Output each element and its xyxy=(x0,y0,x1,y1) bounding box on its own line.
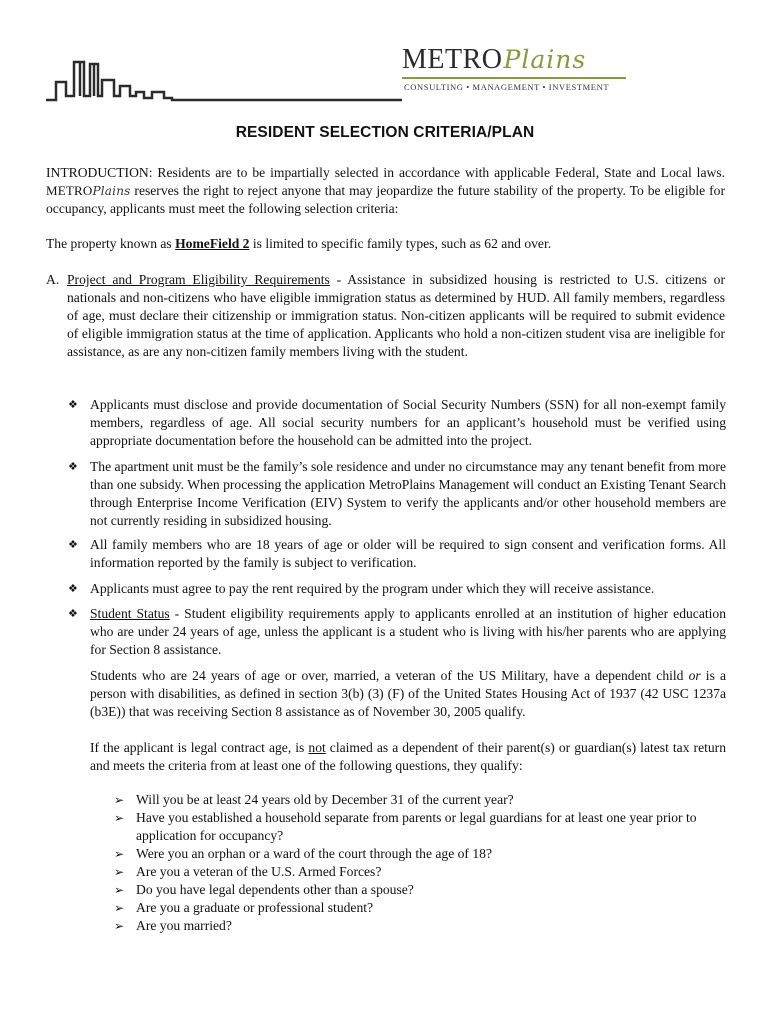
intro-paragraph: INTRODUCTION: Residents are to be impartially selected in accordance with applicable Federal, State and Local laws. METROPlains reserves the right to reject anyone that may jeopardize the future stability of the property. To be eligible for occupancy, applicants must meet the following selection criteria: xyxy=(46,165,725,216)
student-paragraph-2: Students who are 24 years of age or over, married, a veteran of the US Military, have a dependent child or is a person with disabilities, as defined in section 3(b) (3) (F) of the United States Housing Act of 1937 (42 USC 1237a (b3E)) that was receiving Section 8 assistance as of November 30, 2005 qualify. xyxy=(90,668,727,719)
metroplains-logo xyxy=(402,44,632,92)
arrow-bullet-icon: ➢ xyxy=(114,847,125,861)
question-item: Do you have legal dependents other than a spouse? xyxy=(136,882,414,897)
arrow-bullet-icon: ➢ xyxy=(114,865,125,879)
section-a-paragraph: Project and Program Eligibility Requirements - Assistance in subsidized housing is restricted to U.S. citizens or nationals and non-citizens who have eligible immigration status as determined by HUD. All family members, regardless of age, must declare their citizenship or immigration status. Non-citizen applicants will be required to submit evidence of eligible immigration status at the time of application. Applicants who hold a non-citizen student visa are ineligible for assistance, as are any non-citizen family members living with the student. xyxy=(67,272,725,359)
logo-wordmark: METROPlains xyxy=(402,44,587,75)
bullet-item: All family members who are 18 years of age or older will be required to sign consent and verification forms. All information reported by the family is subject to verification. xyxy=(90,537,726,570)
logo-rule xyxy=(402,77,626,79)
diamond-bullet-icon: ❖ xyxy=(68,461,78,473)
diamond-bullet-icon: ❖ xyxy=(68,583,78,595)
question-item: Are you a veteran of the U.S. Armed Forces? xyxy=(136,864,382,879)
bullet-item: Applicants must disclose and provide documentation of Social Security Numbers (SSN) for all non-exempt family members, regardless of age. All social security numbers for an applicant’s household must be verified using appropriate documentation before the household can be admitted into the project. xyxy=(90,397,726,448)
question-item: Were you an orphan or a ward of the court through the age of 18? xyxy=(136,846,492,861)
arrow-bullet-icon: ➢ xyxy=(114,811,125,825)
bullet-item: The apartment unit must be the family’s sole residence and under no circumstance may any tenant benefit from more than one subsidy. When processing the application MetroPlains Management will conduct an Existing Tenant Search through Enterprise Income Verification (EIV) System to verify the applicants and/or other household members are not currently residing in subsidized housing. xyxy=(90,459,726,528)
property-paragraph: The property known as HomeField 2 is limited to specific family types, such as 62 and over. xyxy=(46,236,552,251)
diamond-bullet-icon: ❖ xyxy=(68,608,78,620)
document-title: RESIDENT SELECTION CRITERIA/PLAN xyxy=(235,124,535,141)
student-status-paragraph: Student Status - Student eligibility requirements apply to applicants enrolled at an institution of higher education who are under 24 years of age, unless the applicant is a student who is living with his/her parents who are applying for Section 8 assistance. xyxy=(90,606,726,657)
skyline-logo-graphic xyxy=(44,52,404,104)
student-paragraph-3: If the applicant is legal contract age, is not claimed as a dependent of their parent(s) or guardian(s) latest tax return and meets the criteria from at least one of the following questions, they qualify: xyxy=(90,740,726,773)
inline-logo: METROPlains xyxy=(46,183,131,198)
arrow-bullet-icon: ➢ xyxy=(114,883,125,897)
diamond-bullet-icon: ❖ xyxy=(68,399,78,411)
arrow-bullet-icon: ➢ xyxy=(114,919,125,933)
question-item: Will you be at least 24 years old by December 31 of the current year? xyxy=(136,792,514,807)
logo-tagline: CONSULTING • MANAGEMENT • INVESTMENT xyxy=(404,82,610,92)
question-item: Are you a graduate or professional student? xyxy=(136,900,374,915)
question-item: Are you married? xyxy=(136,918,232,933)
section-a-letter: A. xyxy=(46,272,60,287)
question-item: Have you established a household separate from parents or legal guardians for at least one year prior to application for occupancy? xyxy=(136,810,697,843)
diamond-bullet-icon: ❖ xyxy=(68,539,78,551)
arrow-bullet-icon: ➢ xyxy=(114,901,125,915)
arrow-bullet-icon: ➢ xyxy=(114,793,125,807)
property-name: HomeField 2 xyxy=(175,236,250,251)
section-a-heading: Project and Program Eligibility Requirements xyxy=(67,272,330,287)
student-status-heading: Student Status xyxy=(90,606,170,621)
bullet-item: Applicants must agree to pay the rent required by the program under which they will receive assistance. xyxy=(90,581,655,596)
